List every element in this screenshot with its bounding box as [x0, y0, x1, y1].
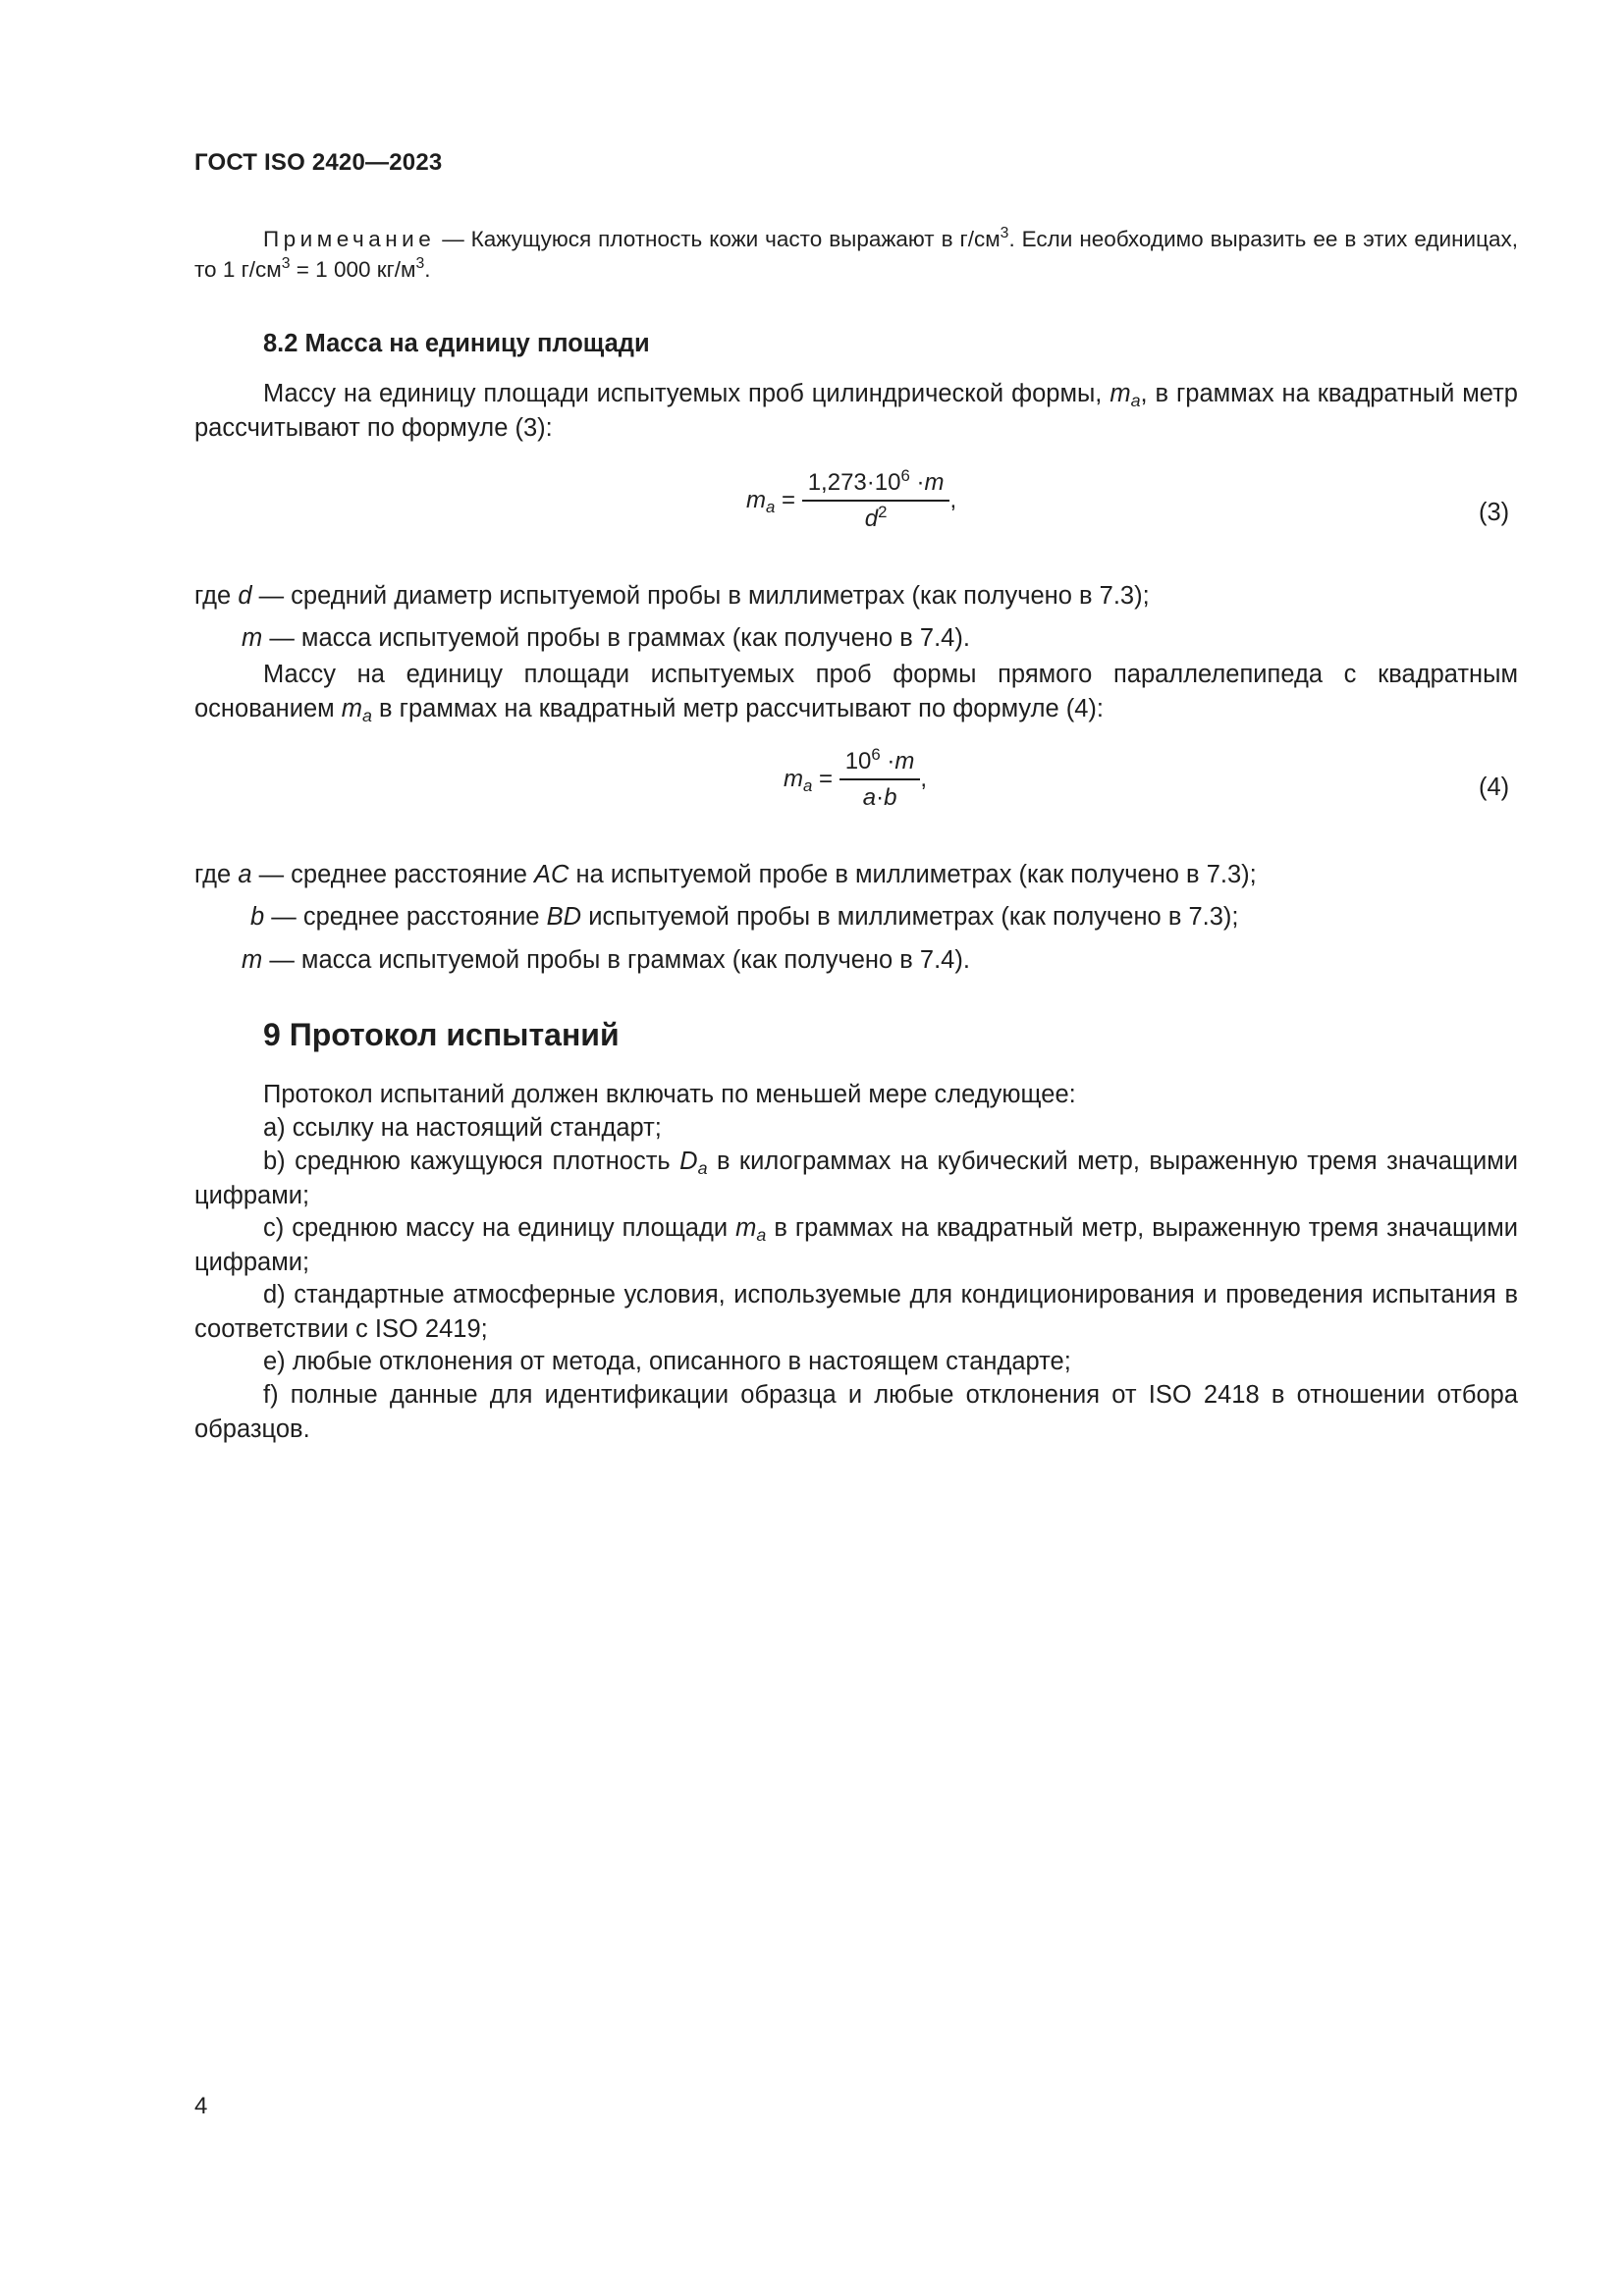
report-item-a: a) ссылку на настоящий стандарт;	[263, 1114, 662, 1142]
formula-4-numerator: $10^6 \cdot m$	[839, 748, 921, 780]
where-m-1: m — масса испытуемой пробы в граммах (как получено в 7.4).	[242, 624, 970, 652]
report-item-c: c) среднюю массу на единицу площади $m_a$ в граммах на квадратный метр, выраженную тремя значащими цифрами;	[194, 1214, 1518, 1276]
equation-number-4: (4)	[1479, 774, 1510, 801]
report-item-e: e) любые отклонения от метода, описанного в настоящем стандарте;	[263, 1348, 1071, 1375]
section-heading-8-2: 8.2 Масса на единицу площади	[263, 330, 650, 357]
note-paragraph: Примечание — Кажущуюся плотность кожи часто выражают в $г/см^3$. Если необходимо выразить ее в этих единицах, то 1 $г/см^3 = 1$ 000 $кг/м^3$.	[194, 225, 1518, 282]
formula-4-denominator: a·b	[862, 784, 897, 811]
formula-3-fraction	[802, 466, 950, 533]
formula-3: $m_a$ = $\frac{1,273\cdot 10^6 \cdot m}{d^2}$ ,	[746, 466, 957, 532]
report-item-d: d) стандартные атмосферные условия, используемые для кондиционирования и проведения испытания в соответствии с ISO 2419;	[194, 1281, 1518, 1343]
formula-3-numerator: $1,273\cdot 10^6 \cdot m$	[802, 469, 950, 502]
page-number: 4	[194, 2093, 208, 2119]
equation-number-3: (3)	[1479, 499, 1510, 526]
formula-3-denominator: $d^2$	[864, 503, 888, 532]
formula-4-fraction	[839, 745, 921, 812]
report-intro: Протокол испытаний должен включать по меньшей мере следующее:	[263, 1081, 1076, 1108]
note-label: Примечание	[263, 227, 436, 251]
paragraph-mass-parallelepiped: Массу на единицу площади испытуемых проб формы прямого параллелепипеда с квадратным основанием $m_a$ в граммах на квадратный метр рассчитывают по формуле (4):	[194, 661, 1518, 725]
document-header: ГОСТ ISO 2420—2023	[194, 149, 443, 176]
paragraph-mass-cylindrical: Массу на единицу площади испытуемых проб цилиндрической формы, $m_a$, в граммах на квадратный метр рассчитывают по формуле (3):	[194, 380, 1518, 442]
report-item-b: b) среднюю кажущуюся плотность $D_a$ в килограммах на кубический метр, выраженную тремя значащими цифрами;	[194, 1148, 1518, 1209]
where-m-2: m — масса испытуемой пробы в граммах (как получено в 7.4).	[242, 946, 970, 974]
where-a: где a — среднее расстояние AC на испытуемой пробе в миллиметрах (как получено в 7.3);	[194, 861, 1257, 888]
formula-4: $m_a$ = $\frac{10^6 \cdot m}{a\cdot b}$ ,	[784, 745, 928, 811]
section-heading-9: 9 Протокол испытаний	[263, 1017, 620, 1052]
report-item-f: f) полные данные для идентификации образца и любые отклонения от ISO 2418 в отношении отбора образцов.	[194, 1381, 1518, 1443]
where-d: где d — средний диаметр испытуемой пробы в миллиметрах (как получено в 7.3);	[194, 582, 1150, 610]
where-b: b — среднее расстояние BD испытуемой пробы в миллиметрах (как получено в 7.3);	[250, 903, 1239, 931]
